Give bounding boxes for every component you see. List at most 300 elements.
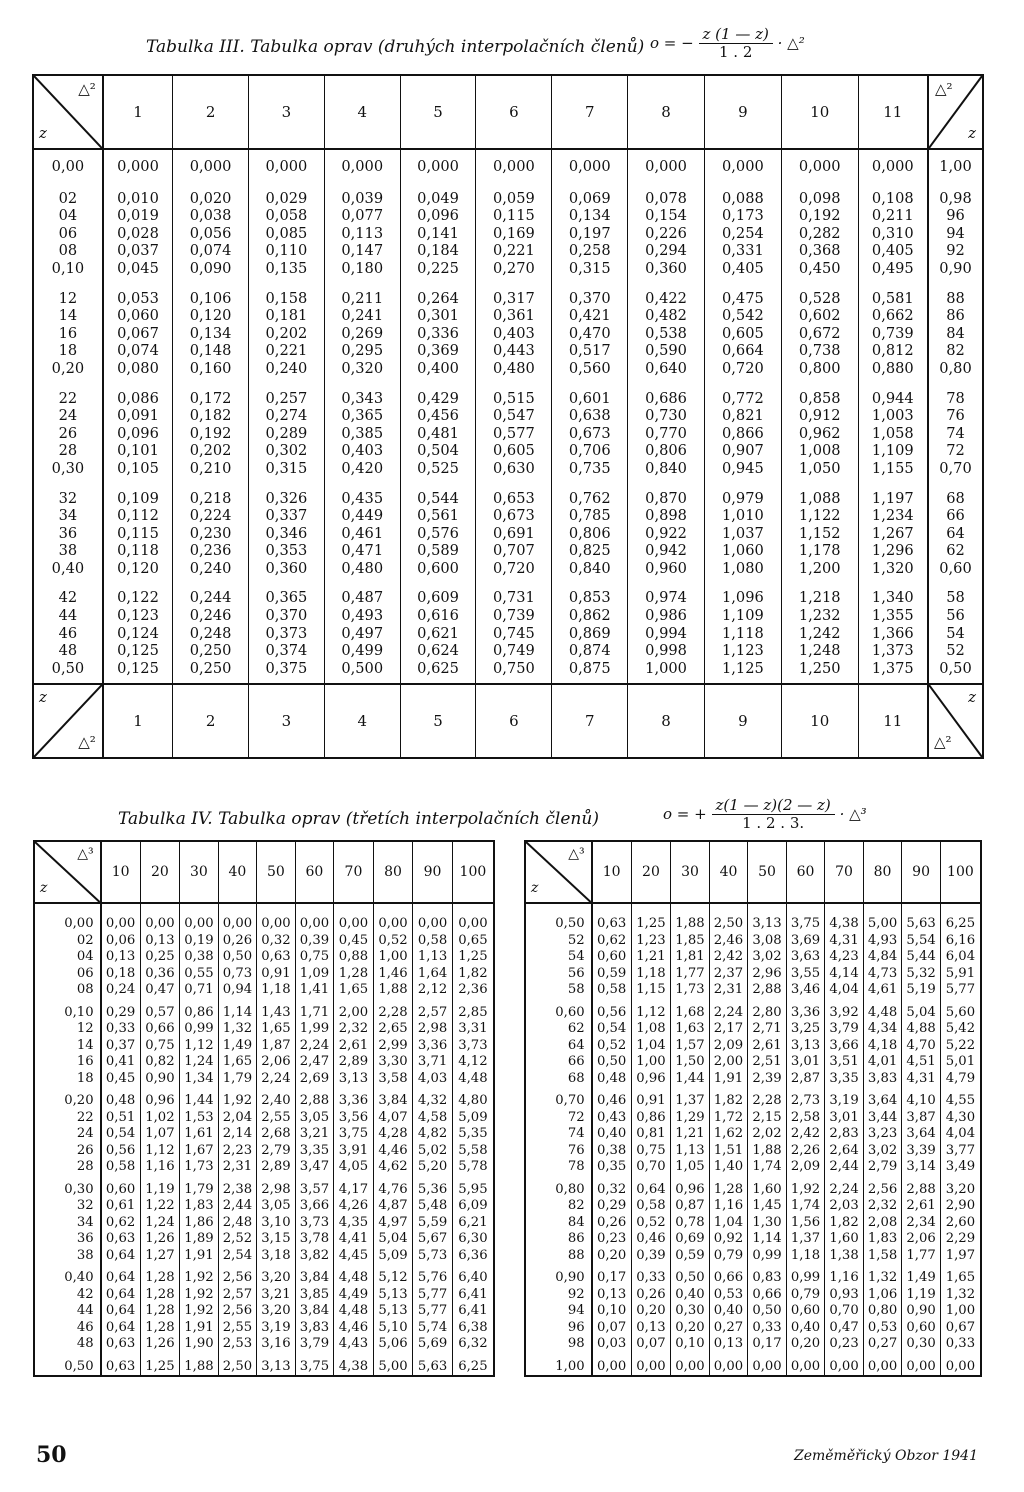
table-value: 0,57: [145, 1004, 175, 1020]
table-value: 0,250: [189, 642, 232, 660]
col-footer: 9: [704, 684, 781, 758]
table-value: 0,120: [189, 307, 232, 325]
table-value: 1,51: [713, 1142, 744, 1158]
value-cell: [671, 999, 710, 1088]
table-value: 0,317: [493, 289, 535, 307]
table-value: 2,54: [222, 1247, 253, 1263]
table-value: 2,71: [752, 1021, 782, 1036]
table-value: 0,373: [265, 624, 308, 642]
table-value: 0,96: [145, 1093, 175, 1108]
table-value: 0,10: [675, 1336, 705, 1351]
value-cell: [334, 1087, 374, 1176]
table-value: 2,39: [752, 1070, 782, 1086]
table-value: 0,096: [117, 424, 159, 442]
table-value: 0,32: [261, 932, 291, 948]
value-cell: [940, 1087, 981, 1176]
col-footer: 8: [628, 684, 705, 758]
table-value: 6,25: [458, 1358, 488, 1374]
z-value: 34: [58, 507, 78, 525]
table-value: 0,405: [871, 242, 914, 260]
table-value: 5,32: [906, 965, 936, 981]
z-value: 0,20: [64, 1093, 94, 1108]
value-cell: [748, 1087, 787, 1176]
table-value: 0,320: [341, 359, 384, 377]
table-value: 1,28: [338, 965, 369, 981]
table-value: 0,64: [105, 1303, 136, 1318]
page-number: 50: [36, 1442, 67, 1468]
value-cell: [704, 583, 781, 684]
table-value: 1,16: [829, 1270, 859, 1285]
table-value: 0,493: [341, 607, 384, 625]
z-cell-right: [928, 184, 983, 284]
table-value: 2,53: [222, 1336, 253, 1351]
table-value: 0,706: [568, 442, 611, 460]
table-value: 1,90: [184, 1336, 214, 1351]
table-value: 0,50: [222, 949, 253, 964]
table-value: 2,02: [752, 1126, 782, 1141]
table-value: 0,461: [341, 524, 384, 542]
table-value: 1,65: [945, 1270, 976, 1285]
z-value: 68: [946, 489, 965, 507]
table-value: 0,00: [145, 916, 175, 931]
z-value: 06: [58, 224, 78, 242]
table-value: 0,91: [636, 1093, 666, 1108]
table-value: 3,14: [906, 1159, 936, 1174]
z-cell-right: [928, 284, 983, 384]
table-value: 0,000: [493, 158, 535, 175]
table-value: 0,624: [417, 642, 459, 660]
z-cell: [33, 184, 103, 284]
table-value: 0,821: [721, 407, 764, 425]
value-cell: [249, 484, 325, 584]
table-value: 3,08: [752, 932, 782, 948]
table-value: 0,739: [871, 324, 914, 342]
table-value: 1,373: [871, 642, 914, 660]
z-value: 88: [567, 1247, 585, 1263]
table-value: 1,38: [829, 1247, 859, 1263]
table-value: 0,000: [798, 158, 841, 175]
table-value: 0,086: [117, 389, 159, 407]
table-value: 3,64: [906, 1126, 936, 1141]
table-value: 0,621: [417, 624, 459, 642]
table-value: 0,449: [341, 507, 384, 525]
table-value: 5,13: [378, 1303, 408, 1318]
table-value: 0,202: [265, 324, 308, 342]
table-value: 0,211: [341, 289, 384, 307]
table-value: 2,28: [752, 1093, 782, 1108]
value-cell: [748, 1353, 787, 1377]
value-cell: [452, 1353, 494, 1377]
table-value: 0,224: [189, 507, 232, 525]
table-3-formula: [650, 26, 805, 62]
table-value: 3,13: [261, 1358, 291, 1374]
table-value: 4,26: [338, 1198, 369, 1213]
table-value: 0,246: [189, 607, 232, 625]
z-value: 46: [76, 1319, 94, 1335]
table-value: 1,73: [184, 1159, 214, 1174]
z-value: 86: [946, 307, 965, 325]
z-value: 86: [567, 1231, 585, 1246]
value-cell: [858, 284, 928, 384]
table-value: 0,56: [596, 1004, 627, 1020]
table-value: 3,05: [299, 1109, 330, 1125]
table-value: 0,853: [568, 589, 611, 607]
table-value: 0,875: [568, 659, 611, 677]
table-value: 0,497: [341, 624, 384, 642]
table-value: 0,691: [493, 524, 535, 542]
value-cell: [249, 284, 325, 384]
table-value: 2,32: [867, 1198, 898, 1213]
value-cell: [373, 1176, 413, 1265]
table-value: 1,25: [636, 916, 666, 931]
diagonal-corner: [34, 685, 102, 757]
table-value: 4,31: [829, 932, 859, 948]
value-cell: [781, 284, 858, 384]
col-header: 50: [748, 841, 787, 903]
col-header: 1: [103, 75, 173, 149]
table-value: 1,50: [675, 1054, 705, 1069]
table-value: 0,576: [417, 524, 459, 542]
table-value: 3,15: [261, 1231, 291, 1246]
table-value: 4,62: [378, 1159, 408, 1174]
col-header: 30: [180, 841, 219, 903]
table-value: 3,19: [261, 1319, 291, 1335]
table-value: 5,77: [417, 1303, 448, 1318]
table-value: 0,561: [417, 507, 459, 525]
table-value: 0,429: [417, 389, 459, 407]
table-value: 1,88: [752, 1142, 782, 1158]
table-value: 0,672: [798, 324, 841, 342]
table-value: 1,87: [261, 1037, 291, 1053]
table-3: [32, 74, 984, 759]
table-value: 0,225: [417, 259, 459, 277]
table-value: 2,60: [945, 1214, 976, 1230]
z-value: 36: [76, 1231, 94, 1246]
table-value: 0,240: [189, 559, 232, 577]
table-value: 4,49: [338, 1286, 369, 1302]
table-value: 4,12: [458, 1054, 488, 1069]
table-value: 0,475: [721, 289, 764, 307]
table-value: 3,13: [752, 916, 782, 931]
table-value: 1,178: [798, 542, 841, 560]
table-value: 0,375: [265, 659, 308, 677]
table-value: 2,88: [299, 1093, 330, 1108]
z-cell: [33, 284, 103, 384]
table-value: 3,36: [790, 1004, 821, 1020]
table-value: 2,44: [222, 1198, 253, 1213]
table-value: 2,31: [713, 982, 744, 997]
table-value: 0,39: [299, 932, 330, 948]
z-cell: [525, 1176, 592, 1265]
table-value: 4,58: [417, 1109, 448, 1125]
table-value: 1,26: [145, 1336, 175, 1351]
table-value: 2,09: [790, 1159, 821, 1174]
table-value: 1,21: [675, 1126, 705, 1141]
formula-numerator: z(1 — z)(2 — z): [712, 797, 835, 815]
table-value: 3,82: [299, 1247, 330, 1263]
table-value: 1,73: [675, 982, 705, 997]
table-value: 1,37: [675, 1093, 705, 1108]
table-row-block: [525, 1176, 981, 1265]
table-value: 0,58: [417, 932, 448, 948]
table-value: 2,68: [261, 1126, 291, 1141]
table-value: 0,538: [645, 324, 687, 342]
table-value: 0,581: [871, 289, 914, 307]
table-value: 0,605: [493, 442, 535, 460]
table-value: 1,12: [184, 1037, 214, 1053]
table-value: 2,79: [867, 1159, 898, 1174]
value-cell: [628, 184, 705, 284]
table-value: 3,75: [790, 916, 821, 931]
value-cell: [476, 149, 552, 184]
value-cell: [324, 384, 400, 484]
table-value: 1,19: [145, 1181, 175, 1197]
table-value: 0,17: [596, 1270, 627, 1285]
table-value: 0,00: [299, 916, 330, 931]
z-value: 0,70: [555, 1093, 585, 1108]
table-value: 0,869: [568, 624, 611, 642]
table-value: 1,109: [871, 442, 914, 460]
value-cell: [631, 999, 671, 1088]
table-value: 2,61: [338, 1037, 369, 1053]
value-cell: [940, 1176, 981, 1265]
col-footer: 11: [858, 684, 928, 758]
table-value: 1,008: [798, 442, 841, 460]
z-value: 28: [58, 442, 78, 460]
value-cell: [863, 1353, 902, 1377]
z-value: 58: [567, 982, 585, 997]
table-value: 1,91: [184, 1319, 214, 1335]
table-value: 0,50: [752, 1303, 782, 1318]
z-value: 02: [76, 932, 94, 948]
z-value: 16: [76, 1054, 94, 1069]
table-value: 5,44: [906, 949, 936, 964]
table-value: 3,69: [790, 932, 821, 948]
table-row-block: [33, 583, 983, 684]
table-value: 0,346: [265, 524, 308, 542]
value-cell: [863, 1176, 902, 1265]
table-value: 3,18: [261, 1247, 291, 1263]
table-value: 2,24: [261, 1070, 291, 1086]
table-value: 0,365: [265, 589, 308, 607]
table-value: 0,182: [189, 407, 232, 425]
value-cell: [218, 999, 257, 1088]
table-value: 1,74: [790, 1198, 821, 1213]
table-value: 0,560: [568, 359, 611, 377]
table-value: 0,640: [645, 359, 687, 377]
value-cell: [748, 903, 787, 999]
table-row-block: [33, 184, 983, 284]
z-value: 24: [58, 407, 78, 425]
table-value: 0,112: [117, 507, 159, 525]
table-value: 1,77: [675, 965, 705, 981]
table-value: 2,52: [222, 1231, 253, 1246]
table-3-header: [33, 75, 983, 149]
table-row-block: [34, 999, 494, 1088]
table-value: 0,79: [713, 1247, 744, 1263]
table-value: 0,686: [645, 389, 687, 407]
table-value: 0,360: [645, 259, 687, 277]
value-cell: [902, 1264, 941, 1353]
table-value: 1,88: [675, 916, 705, 931]
table-value: 0,060: [117, 307, 159, 325]
table-value: 0,898: [645, 507, 687, 525]
value-cell: [709, 1176, 748, 1265]
diagonal-corner: [35, 842, 100, 902]
table-value: 0,443: [493, 342, 535, 360]
table-value: 0,337: [265, 507, 308, 525]
corner-z: z: [39, 688, 47, 707]
table-value: 1,080: [721, 559, 764, 577]
z-value: 18: [58, 342, 78, 360]
value-cell: [295, 1264, 334, 1353]
value-cell: [825, 999, 864, 1088]
table-value: 0,79: [790, 1286, 821, 1302]
table-value: 0,23: [596, 1231, 627, 1246]
table-value: 3,87: [906, 1109, 936, 1125]
table-value: 1,18: [261, 982, 291, 997]
corner-delta: △³: [568, 846, 585, 862]
col-header: 70: [825, 841, 864, 903]
table-value: 4,35: [338, 1214, 369, 1230]
table-value: 0,88: [338, 949, 369, 964]
table-value: 1,05: [675, 1159, 705, 1174]
col-header: 3: [249, 75, 325, 149]
value-cell: [863, 903, 902, 999]
table-value: 2,09: [713, 1037, 744, 1053]
table-value: 5,58: [458, 1142, 488, 1158]
table-value: 0,45: [338, 932, 369, 948]
z-value: 0,70: [939, 459, 972, 477]
table-value: 0,00: [184, 916, 214, 931]
table-value: 1,12: [145, 1142, 175, 1158]
table-value: 2,98: [417, 1021, 448, 1036]
value-cell: [858, 484, 928, 584]
value-cell: [173, 583, 249, 684]
table-value: 0,090: [189, 259, 232, 277]
table-value: 0,912: [798, 407, 841, 425]
table-value: 0,63: [105, 1231, 136, 1246]
table-value: 1,72: [713, 1109, 744, 1125]
table-value: 1,68: [675, 1004, 705, 1020]
col-header: 50: [257, 841, 296, 903]
table-value: 0,368: [798, 242, 841, 260]
table-value: 5,76: [417, 1270, 448, 1285]
table-value: 1,320: [871, 559, 914, 577]
col-header: 20: [140, 841, 180, 903]
table-value: 0,840: [568, 559, 611, 577]
value-cell: [709, 1087, 748, 1176]
table-value: 4,97: [378, 1214, 408, 1230]
z-value: 0,50: [939, 659, 972, 677]
value-cell: [413, 1087, 453, 1176]
z-value: 64: [946, 524, 965, 542]
value-cell: [334, 1353, 374, 1377]
table-value: 4,61: [867, 982, 898, 997]
table-value: 0,54: [105, 1126, 136, 1141]
table-value: 0,960: [645, 559, 687, 577]
table-value: 0,210: [189, 459, 232, 477]
value-cell: [902, 1353, 941, 1377]
table-value: 1,43: [261, 1004, 291, 1020]
table-value: 3,78: [299, 1231, 330, 1246]
table-value: 2,99: [378, 1037, 408, 1053]
value-cell: [786, 999, 825, 1088]
value-cell: [103, 149, 173, 184]
table-value: 5,77: [417, 1286, 448, 1302]
table-value: 2,56: [867, 1181, 898, 1197]
table-value: 2,12: [417, 982, 448, 997]
table-value: 4,84: [867, 949, 898, 964]
value-cell: [671, 1176, 710, 1265]
corner-delta: △²: [78, 80, 96, 98]
table-value: 0,738: [798, 342, 841, 360]
value-cell: [825, 1353, 864, 1377]
table-value: 2,26: [790, 1142, 821, 1158]
table-value: 0,35: [596, 1159, 627, 1174]
table-value: 3,23: [867, 1126, 898, 1141]
table-value: 0,269: [341, 324, 384, 342]
table-value: 1,096: [721, 589, 764, 607]
table-value: 0,07: [636, 1336, 666, 1351]
table-value: 0,080: [117, 359, 159, 377]
table-value: 4,48: [338, 1270, 369, 1285]
table-value: 2,89: [338, 1054, 369, 1069]
table-value: 3,13: [338, 1070, 369, 1086]
table-value: 0,720: [493, 559, 535, 577]
table-value: 0,282: [798, 224, 841, 242]
table-value: 4,01: [867, 1054, 898, 1069]
table-value: 3,84: [378, 1093, 408, 1108]
z-value: 0,98: [939, 189, 972, 207]
z-value: 78: [567, 1159, 585, 1174]
table-value: 4,88: [906, 1021, 936, 1036]
table-value: 2,00: [338, 1004, 369, 1020]
corner-cell: [33, 684, 103, 758]
z-value: 32: [76, 1198, 94, 1213]
table-value: 0,301: [417, 307, 459, 325]
table-value: 0,20: [790, 1336, 821, 1351]
z-value: 62: [567, 1021, 585, 1036]
z-value: 0,00: [51, 158, 85, 175]
table-value: 0,30: [675, 1303, 705, 1318]
table-value: 0,739: [493, 607, 535, 625]
table-value: 0,731: [493, 589, 535, 607]
table-value: 0,435: [341, 489, 384, 507]
table-value: 2,04: [222, 1109, 253, 1125]
z-value: 66: [946, 507, 965, 525]
table-value: 2,37: [713, 965, 744, 981]
col-footer: 7: [552, 684, 628, 758]
table-value: 0,662: [871, 307, 914, 325]
z-value: 06: [76, 965, 94, 981]
table-value: 1,81: [675, 949, 705, 964]
table-row-block: [34, 1087, 494, 1176]
table-value: 0,800: [798, 359, 841, 377]
z-cell: [34, 1353, 101, 1377]
table-value: 3,75: [338, 1126, 369, 1141]
table-value: 0,077: [341, 207, 384, 225]
table-value: 4,23: [829, 949, 859, 964]
table-value: 0,106: [189, 289, 232, 307]
table-value: 2,36: [458, 982, 488, 997]
table-value: 2,55: [261, 1109, 291, 1125]
z-value: 74: [946, 424, 965, 442]
table-value: 0,00: [906, 1358, 936, 1374]
table-value: 1,83: [184, 1198, 214, 1213]
table-value: 3,36: [338, 1093, 369, 1108]
value-cell: [334, 999, 374, 1088]
